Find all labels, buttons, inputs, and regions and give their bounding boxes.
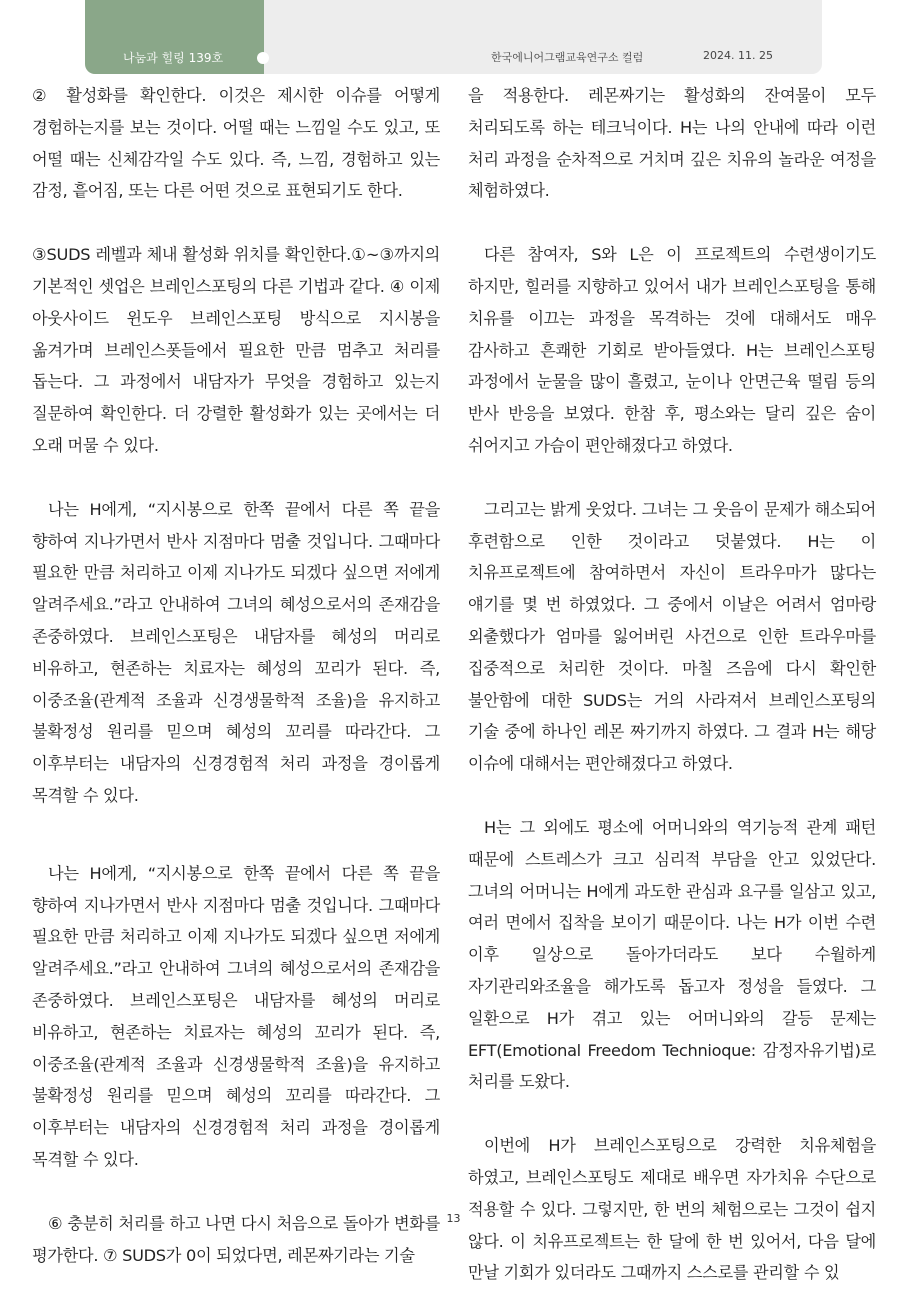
paragraph: 다른 참여자, S와 L은 이 프로젝트의 수련생이기도 하지만, 힐러를 지향하고 있어서 내가 브레인스포팅을 통해 치유를 이끄는 과정을 목격하는 것에 대해서도 매우 감사하고 흔쾌한 기회로 받아들였다. H는 브레인스포팅 과정에서 눈물을 많이 흘렸고, 눈이나 안면근육 떨림 등의 반사 반응을 보였다. 한참 후, 평소와는 달리 깊은 숨이 쉬어지고 가슴이 편안해졌다고 하였다. — [468, 245, 876, 455]
page-header — [85, 0, 822, 74]
paragraph: ② 활성화를 확인한다. 이것은 제시한 이슈를 어떻게 경험하는지를 보는 것이다. 어떨 때는 느낌일 수도 있고, 또 어떨 때는 신체감각일 수도 있다. 즉, 느낌, 경험하고 있는 감정, 흩어짐, 또는 다른 어떤 것으로 표현되기도 한다. — [32, 86, 440, 201]
paragraph: H는 그 외에도 평소에 어머니와의 역기능적 관계 패턴 때문에 스트레스가 크고 심리적 부담을 안고 있었단다. 그녀의 어머니는 H에게 과도한 관심과 요구를 일삼고 있고, 여러 면에서 집착을 보이기 때문이다. 나는 H가 이번 수련 이후 일상으로 돌아가더라도 보다 수월하게 자기관리와조율을 해가도록 돕고자 정성을 들였다. 그 일환으로 H가 겪고 있는 어머니와의 갈등 문제는 EFT(Emotional Freedom Technioque: 감정자유기법)로 처리를 도왔다. — [468, 817, 876, 1092]
left-column — [32, 80, 440, 1265]
paragraph: 이번에 H가 브레인스포팅으로 강력한 치유체험을 하였고, 브레인스포팅도 제대로 배우면 자가치유 수단으로 적용할 수 있다. 그렇지만, 한 번의 체험으로는 그것이 쉽지 않다. 이 치유프로젝트는 한 달에 한 번 있어서, 다음 달에 만날 기회가 있더라도 그때까지 스스로를 관리할 수 있 — [468, 1136, 876, 1283]
right-column — [468, 80, 876, 1283]
header-issue-panel — [85, 0, 264, 74]
column-source: 한국에니어그램교육연구소 컬럼 — [491, 51, 644, 64]
header-dot-icon — [257, 52, 269, 64]
issue-label: 나눔과 힐링 139호 — [123, 51, 224, 65]
paragraph: ⑥ 충분히 처리를 하고 나면 다시 처음으로 돌아가 변화를 평가한다. ⑦ SUDS가 0이 되었다면, 레몬짜기라는 기술 — [32, 1213, 440, 1265]
publish-date: 2024. 11. 25 — [703, 49, 773, 62]
page-number: 13 — [446, 1212, 461, 1225]
paragraph: 나는 H에게, “지시봉으로 한쪽 끝에서 다른 쪽 끝을 향하여 지나가면서 반사 지점마다 멈출 것입니다. 그때마다 필요한 만큼 처리하고 이제 지나가도 되겠다 싶으면 저에게 알려주세요.”라고 안내하여 그녀의 혜성으로서의 존재감을 존중하였다. 브레인스포팅은 내담자를 혜성의 머리로 비유하고, 현존하는 치료자는 혜성의 꼬리가 된다. 즉, 이중조율(관계적 조율과 신경생물학적 조율)을 유지하고 불확정성 원리를 믿으며 혜성의 꼬리를 따라간다. 그 이후부터는 내담자의 신경경험적 처리 과정을 경이롭게 목격할 수 있다. — [32, 863, 440, 1169]
paragraph: ③SUDS 레벨과 체내 활성화 위치를 확인한다.①~③까지의 기본적인 셋업은 브레인스포팅의 다른 기법과 같다. ④ 이제 아웃사이드 윈도우 브레인스포팅 방식으로 지시봉을 옮겨가며 브레인스폿들에서 필요한 만큼 멈추고 처리를 돕는다. 그 과정에서 내담자가 무엇을 경험하고 있는지 질문하여 확인한다. 더 강렬한 활성화가 있는 곳에서는 더 오래 머물 수 있다. — [32, 245, 440, 455]
paragraph: 을 적용한다. 레몬짜기는 활성화의 잔여물이 모두 처리되도록 하는 테크닉이다. H는 나의 안내에 따라 이런 처리 과정을 순차적으로 거치며 깊은 치유의 놀라운 여정을 체험하였다. — [468, 86, 876, 201]
paragraph: 그리고는 밝게 웃었다. 그녀는 그 웃음이 문제가 해소되어 후련함으로 인한 것이라고 덧붙였다. H는 이 치유프로젝트에 참여하면서 자신이 트라우마가 많다는 얘기를 몇 번 하였었다. 그 중에서 이날은 어려서 엄마랑 외출했다가 엄마를 잃어버린 사건으로 인한 트라우마를 집중적으로 처리한 것이다. 마칠 즈음에 다시 확인한 불안함에 대한 SUDS는 거의 사라져서 브레인스포팅의 기술 중에 하나인 레몬 짜기까지 하였다. 그 결과 H는 해당 이슈에 대해서는 편안해졌다고 하였다. — [468, 499, 876, 774]
paragraph: 나는 H에게, “지시봉으로 한쪽 끝에서 다른 쪽 끝을 향하여 지나가면서 반사 지점마다 멈출 것입니다. 그때마다 필요한 만큼 처리하고 이제 지나가도 되겠다 싶으면 저에게 알려주세요.”라고 안내하여 그녀의 혜성으로서의 존재감을 존중하였다. 브레인스포팅은 내담자를 혜성의 머리로 비유하고, 현존하는 치료자는 혜성의 꼬리가 된다. 즉, 이중조율(관계적 조율과 신경생물학적 조율)을 유지하고 불확정성 원리를 믿으며 혜성의 꼬리를 따라간다. 그 이후부터는 내담자의 신경경험적 처리 과정을 경이롭게 목격할 수 있다. — [32, 499, 440, 805]
